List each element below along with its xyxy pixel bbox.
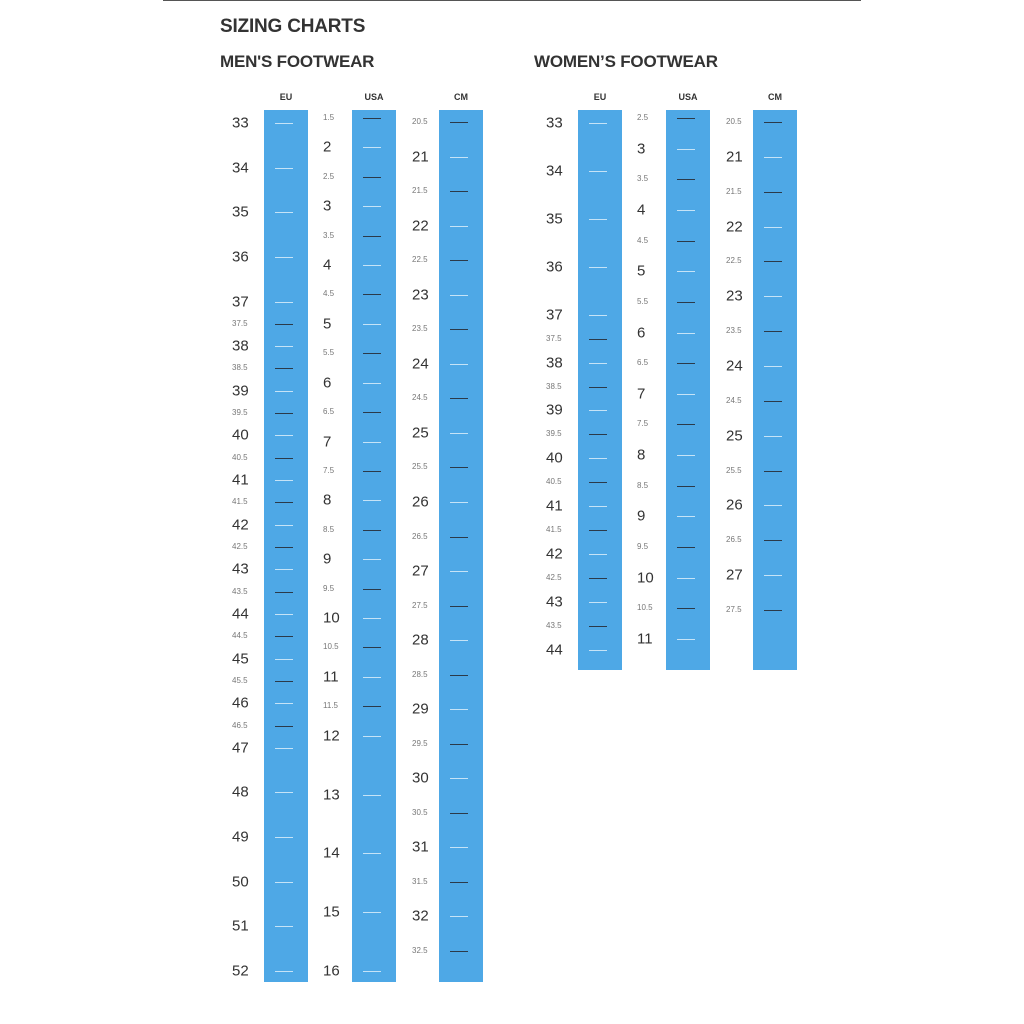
men-cm-half-size-label: 32.5: [412, 946, 428, 955]
women-cm-tick: [764, 296, 782, 297]
men-cm-tick: [450, 433, 468, 434]
men-eu-tick: [275, 636, 293, 637]
women-cm-size-label: 23: [726, 287, 743, 305]
women-usa-size-label: 10: [637, 569, 654, 587]
men-usa-size-label: 15: [323, 903, 340, 921]
men-cm-half-size-label: 28.5: [412, 670, 428, 679]
men-usa-scale-bar: [352, 110, 396, 982]
men-eu-tick: [275, 926, 293, 927]
women-usa-tick: [677, 149, 695, 150]
men-eu-size-label: 41: [232, 471, 249, 489]
men-usa-tick: [363, 559, 381, 560]
men-usa-half-size-label: 6.5: [323, 407, 335, 416]
women-cm-tick: [764, 157, 782, 158]
women-eu-size-label: 33: [546, 114, 563, 132]
men-usa-tick: [363, 383, 381, 384]
men-usa-column-header: USA: [364, 92, 384, 102]
men-usa-tick: [363, 677, 381, 678]
women-eu-tick: [589, 219, 607, 220]
men-cm-half-size-label: 30.5: [412, 808, 428, 817]
men-eu-column-header: EU: [279, 92, 293, 102]
men-cm-half-size-label: 21.5: [412, 186, 428, 195]
men-cm-size-label: 22: [412, 217, 429, 235]
men-usa-size-label: 13: [323, 786, 340, 804]
men-eu-tick: [275, 726, 293, 727]
women-usa-tick: [677, 241, 695, 242]
men-cm-tick: [450, 675, 468, 676]
men-usa-size-label: 7: [323, 433, 332, 451]
men-cm-tick: [450, 709, 468, 710]
men-eu-size-label: 52: [232, 962, 249, 980]
men-eu-size-label: 39: [232, 382, 249, 400]
men-eu-tick: [275, 391, 293, 392]
men-usa-size-label: 3: [323, 197, 332, 215]
men-usa-half-size-label: 3.5: [323, 231, 335, 240]
men-eu-tick: [275, 882, 293, 883]
men-eu-size-label: 47: [232, 739, 249, 757]
women-cm-tick: [764, 227, 782, 228]
men-cm-tick: [450, 398, 468, 399]
women-cm-tick: [764, 505, 782, 506]
women-eu-tick: [589, 171, 607, 172]
men-eu-tick: [275, 792, 293, 793]
women-usa-half-size-label: 2.5: [637, 113, 649, 122]
men-usa-half-size-label: 11.5: [323, 701, 338, 710]
women-usa-tick: [677, 424, 695, 425]
men-usa-half-size-label: 9.5: [323, 584, 335, 593]
men-usa-tick: [363, 647, 381, 648]
women-eu-tick: [589, 363, 607, 364]
men-eu-size-label: 33: [232, 114, 249, 132]
men-cm-size-label: 25: [412, 424, 429, 442]
men-usa-size-label: 10: [323, 609, 340, 627]
men-usa-size-label: 6: [323, 374, 332, 392]
men-usa-size-label: 12: [323, 727, 340, 745]
men-eu-size-label: 43: [232, 560, 249, 578]
women-cm-size-label: 25: [726, 427, 743, 445]
men-eu-tick: [275, 368, 293, 369]
men-usa-tick: [363, 971, 381, 972]
men-eu-tick: [275, 346, 293, 347]
men-eu-tick: [275, 168, 293, 169]
men-eu-scale-bar: [264, 110, 308, 982]
men-eu-tick: [275, 659, 293, 660]
men-eu-half-size-label: 40.5: [232, 453, 248, 462]
men-usa-tick: [363, 412, 381, 413]
men-eu-tick: [275, 681, 293, 682]
men-eu-half-size-label: 44.5: [232, 631, 248, 640]
men-eu-size-label: 40: [232, 426, 249, 444]
women-cm-size-label: 27: [726, 566, 743, 584]
women-eu-tick: [589, 410, 607, 411]
women-usa-half-size-label: 3.5: [637, 174, 649, 183]
men-usa-size-label: 16: [323, 962, 340, 980]
men-eu-half-size-label: 45.5: [232, 676, 248, 685]
men-cm-tick: [450, 744, 468, 745]
women-eu-tick: [589, 554, 607, 555]
men-cm-half-size-label: 26.5: [412, 532, 428, 541]
men-eu-half-size-label: 43.5: [232, 587, 248, 596]
men-eu-size-label: 35: [232, 203, 249, 221]
men-cm-tick: [450, 640, 468, 641]
men-cm-tick: [450, 226, 468, 227]
women-eu-half-size-label: 41.5: [546, 525, 562, 534]
women-eu-tick: [589, 387, 607, 388]
men-usa-size-label: 11: [323, 668, 339, 686]
women-usa-tick: [677, 118, 695, 119]
women-usa-half-size-label: 6.5: [637, 358, 649, 367]
women-usa-size-label: 9: [637, 507, 646, 525]
men-eu-tick: [275, 212, 293, 213]
men-eu-tick: [275, 525, 293, 526]
women-cm-half-size-label: 25.5: [726, 466, 742, 475]
women-eu-size-label: 41: [546, 497, 563, 515]
women-eu-tick: [589, 482, 607, 483]
men-cm-tick: [450, 364, 468, 365]
men-cm-tick: [450, 571, 468, 572]
men-usa-tick: [363, 294, 381, 295]
women-usa-tick: [677, 486, 695, 487]
men-cm-size-label: 30: [412, 769, 429, 787]
women-usa-scale-bar: [666, 110, 710, 670]
men-cm-size-label: 28: [412, 631, 429, 649]
men-cm-half-size-label: 20.5: [412, 117, 428, 126]
men-eu-tick: [275, 748, 293, 749]
men-usa-tick: [363, 265, 381, 266]
men-usa-size-label: 5: [323, 315, 332, 333]
women-eu-size-label: 43: [546, 593, 563, 611]
men-usa-half-size-label: 5.5: [323, 348, 335, 357]
women-usa-tick: [677, 608, 695, 609]
women-cm-scale-bar: [753, 110, 797, 670]
men-cm-half-size-label: 27.5: [412, 601, 428, 610]
women-cm-size-label: 21: [726, 148, 743, 166]
men-usa-half-size-label: 1.5: [323, 113, 335, 122]
women-eu-half-size-label: 39.5: [546, 429, 562, 438]
women-cm-tick: [764, 471, 782, 472]
women-cm-half-size-label: 20.5: [726, 117, 742, 126]
men-cm-tick: [450, 295, 468, 296]
men-cm-size-label: 27: [412, 562, 429, 580]
men-cm-tick: [450, 916, 468, 917]
men-eu-half-size-label: 41.5: [232, 497, 248, 506]
men-eu-size-label: 48: [232, 783, 249, 801]
womens-footwear-heading: WOMEN’S FOOTWEAR: [534, 52, 718, 71]
top-rule: [163, 0, 861, 1]
men-eu-tick: [275, 569, 293, 570]
women-eu-half-size-label: 42.5: [546, 573, 562, 582]
women-cm-half-size-label: 26.5: [726, 535, 742, 544]
men-eu-size-label: 50: [232, 873, 249, 891]
women-eu-tick: [589, 123, 607, 124]
women-eu-size-label: 44: [546, 641, 563, 659]
women-eu-size-label: 34: [546, 162, 563, 180]
men-usa-tick: [363, 353, 381, 354]
women-usa-size-label: 7: [637, 385, 646, 403]
page-title: SIZING CHARTS: [220, 16, 366, 37]
men-cm-tick: [450, 606, 468, 607]
women-cm-tick: [764, 261, 782, 262]
men-eu-size-label: 44: [232, 605, 249, 623]
men-cm-size-label: 23: [412, 286, 429, 304]
men-cm-half-size-label: 24.5: [412, 393, 428, 402]
women-usa-size-label: 4: [637, 201, 646, 219]
men-usa-tick: [363, 618, 381, 619]
women-usa-tick: [677, 578, 695, 579]
women-eu-tick: [589, 578, 607, 579]
women-cm-half-size-label: 23.5: [726, 326, 742, 335]
men-eu-size-label: 49: [232, 828, 249, 846]
men-cm-tick: [450, 260, 468, 261]
women-eu-half-size-label: 40.5: [546, 477, 562, 486]
men-cm-tick: [450, 778, 468, 779]
women-eu-size-label: 39: [546, 401, 563, 419]
men-eu-size-label: 36: [232, 248, 249, 266]
men-eu-size-label: 51: [232, 917, 249, 935]
women-usa-tick: [677, 639, 695, 640]
men-eu-tick: [275, 257, 293, 258]
men-cm-size-label: 21: [412, 148, 429, 166]
women-usa-half-size-label: 7.5: [637, 419, 649, 428]
women-cm-tick: [764, 575, 782, 576]
women-cm-half-size-label: 21.5: [726, 187, 742, 196]
women-eu-size-label: 37: [546, 306, 563, 324]
women-usa-size-label: 6: [637, 324, 646, 342]
women-usa-tick: [677, 302, 695, 303]
men-cm-tick: [450, 467, 468, 468]
men-eu-tick: [275, 324, 293, 325]
men-cm-column-header: CM: [454, 92, 468, 102]
men-eu-size-label: 38: [232, 337, 249, 355]
women-usa-half-size-label: 4.5: [637, 236, 649, 245]
men-eu-tick: [275, 502, 293, 503]
men-eu-tick: [275, 413, 293, 414]
men-usa-tick: [363, 147, 381, 148]
men-eu-tick: [275, 703, 293, 704]
women-eu-half-size-label: 38.5: [546, 382, 562, 391]
women-usa-size-label: 3: [637, 140, 646, 158]
men-usa-half-size-label: 7.5: [323, 466, 335, 475]
women-usa-size-label: 8: [637, 446, 646, 464]
men-cm-tick: [450, 502, 468, 503]
women-usa-tick: [677, 271, 695, 272]
men-usa-tick: [363, 177, 381, 178]
men-eu-size-label: 37: [232, 293, 249, 311]
women-cm-column-header: CM: [768, 92, 782, 102]
women-eu-tick: [589, 530, 607, 531]
women-cm-tick: [764, 366, 782, 367]
men-usa-tick: [363, 324, 381, 325]
men-usa-size-label: 4: [323, 256, 332, 274]
men-eu-size-label: 34: [232, 159, 249, 177]
men-cm-size-label: 32: [412, 907, 429, 925]
men-cm-tick: [450, 951, 468, 952]
women-eu-size-label: 40: [546, 449, 563, 467]
women-eu-tick: [589, 315, 607, 316]
men-cm-half-size-label: 25.5: [412, 462, 428, 471]
men-eu-size-label: 45: [232, 650, 249, 668]
men-cm-tick: [450, 537, 468, 538]
women-cm-tick: [764, 540, 782, 541]
men-usa-tick: [363, 500, 381, 501]
men-usa-tick: [363, 589, 381, 590]
women-cm-tick: [764, 331, 782, 332]
men-eu-tick: [275, 458, 293, 459]
men-eu-size-label: 46: [232, 694, 249, 712]
women-cm-size-label: 24: [726, 357, 743, 375]
women-usa-half-size-label: 5.5: [637, 297, 649, 306]
women-eu-scale-bar: [578, 110, 622, 670]
men-eu-size-label: 42: [232, 516, 249, 534]
men-cm-half-size-label: 22.5: [412, 255, 428, 264]
women-eu-size-label: 36: [546, 258, 563, 276]
women-eu-tick: [589, 339, 607, 340]
women-cm-tick: [764, 401, 782, 402]
men-eu-tick: [275, 302, 293, 303]
women-cm-tick: [764, 122, 782, 123]
men-eu-tick: [275, 592, 293, 593]
men-cm-half-size-label: 23.5: [412, 324, 428, 333]
men-usa-size-label: 14: [323, 844, 340, 862]
women-usa-half-size-label: 8.5: [637, 481, 649, 490]
women-usa-tick: [677, 394, 695, 395]
men-usa-half-size-label: 2.5: [323, 172, 335, 181]
men-cm-tick: [450, 122, 468, 123]
men-cm-tick: [450, 191, 468, 192]
men-usa-tick: [363, 236, 381, 237]
men-cm-half-size-label: 31.5: [412, 877, 428, 886]
men-cm-tick: [450, 813, 468, 814]
men-usa-tick: [363, 206, 381, 207]
men-usa-half-size-label: 10.5: [323, 642, 339, 651]
men-eu-tick: [275, 614, 293, 615]
women-usa-half-size-label: 9.5: [637, 542, 649, 551]
men-eu-half-size-label: 42.5: [232, 542, 248, 551]
men-eu-tick: [275, 971, 293, 972]
men-usa-half-size-label: 4.5: [323, 289, 335, 298]
men-eu-half-size-label: 37.5: [232, 319, 248, 328]
women-usa-size-label: 5: [637, 262, 646, 280]
women-eu-tick: [589, 458, 607, 459]
men-cm-scale-bar: [439, 110, 483, 982]
men-usa-half-size-label: 8.5: [323, 525, 335, 534]
men-eu-tick: [275, 435, 293, 436]
men-eu-half-size-label: 46.5: [232, 721, 248, 730]
women-eu-tick: [589, 650, 607, 651]
women-eu-tick: [589, 434, 607, 435]
men-usa-tick: [363, 706, 381, 707]
men-cm-half-size-label: 29.5: [412, 739, 428, 748]
men-eu-tick: [275, 837, 293, 838]
women-eu-tick: [589, 506, 607, 507]
women-eu-column-header: EU: [593, 92, 607, 102]
men-usa-size-label: 2: [323, 138, 332, 156]
women-eu-size-label: 42: [546, 545, 563, 563]
women-usa-tick: [677, 455, 695, 456]
men-cm-tick: [450, 882, 468, 883]
women-cm-tick: [764, 192, 782, 193]
men-usa-tick: [363, 471, 381, 472]
men-cm-tick: [450, 329, 468, 330]
men-usa-size-label: 8: [323, 491, 332, 509]
men-usa-size-label: 9: [323, 550, 332, 568]
women-eu-size-label: 38: [546, 354, 563, 372]
women-eu-half-size-label: 37.5: [546, 334, 562, 343]
men-usa-tick: [363, 795, 381, 796]
women-eu-half-size-label: 43.5: [546, 621, 562, 630]
women-usa-column-header: USA: [678, 92, 698, 102]
women-cm-half-size-label: 27.5: [726, 605, 742, 614]
women-usa-tick: [677, 333, 695, 334]
men-cm-tick: [450, 847, 468, 848]
women-cm-tick: [764, 436, 782, 437]
men-usa-tick: [363, 912, 381, 913]
men-cm-size-label: 29: [412, 700, 429, 718]
men-eu-half-size-label: 38.5: [232, 363, 248, 372]
men-usa-tick: [363, 736, 381, 737]
men-eu-tick: [275, 547, 293, 548]
men-usa-tick: [363, 118, 381, 119]
men-eu-half-size-label: 39.5: [232, 408, 248, 417]
men-eu-tick: [275, 480, 293, 481]
women-cm-size-label: 26: [726, 496, 743, 514]
women-usa-tick: [677, 547, 695, 548]
women-usa-tick: [677, 179, 695, 180]
women-eu-tick: [589, 267, 607, 268]
women-usa-tick: [677, 210, 695, 211]
men-cm-tick: [450, 157, 468, 158]
mens-footwear-heading: MEN'S FOOTWEAR: [220, 52, 375, 71]
women-eu-tick: [589, 602, 607, 603]
women-usa-size-label: 11: [637, 630, 653, 648]
men-cm-size-label: 24: [412, 355, 429, 373]
men-usa-tick: [363, 853, 381, 854]
women-cm-half-size-label: 24.5: [726, 396, 742, 405]
men-eu-tick: [275, 123, 293, 124]
women-usa-half-size-label: 10.5: [637, 603, 653, 612]
men-usa-tick: [363, 530, 381, 531]
women-cm-half-size-label: 22.5: [726, 256, 742, 265]
men-cm-size-label: 31: [412, 838, 429, 856]
women-cm-tick: [764, 610, 782, 611]
women-eu-size-label: 35: [546, 210, 563, 228]
women-eu-tick: [589, 626, 607, 627]
women-usa-tick: [677, 363, 695, 364]
men-cm-size-label: 26: [412, 493, 429, 511]
women-usa-tick: [677, 516, 695, 517]
men-usa-tick: [363, 442, 381, 443]
women-cm-size-label: 22: [726, 218, 743, 236]
